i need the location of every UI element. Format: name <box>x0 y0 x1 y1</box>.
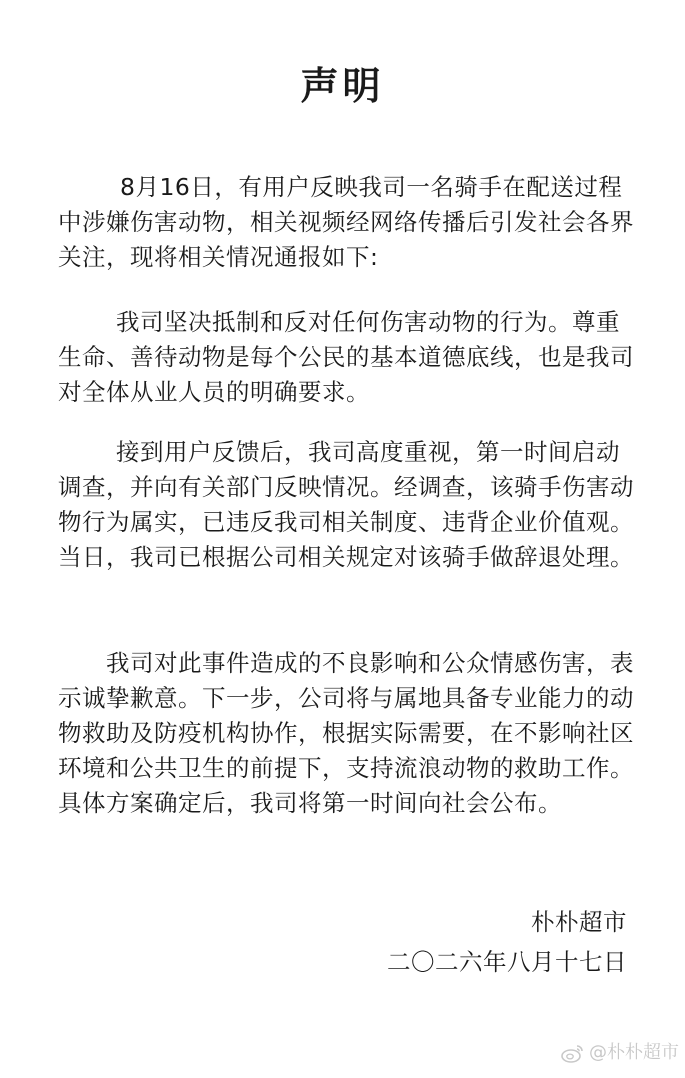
weibo-icon <box>561 1043 585 1063</box>
document-title: 声明 <box>300 64 385 108</box>
signature-date: 二〇二六年八月十七日 <box>387 948 627 976</box>
paragraph-1: 8月16日，有用户反映我司一名骑手在配送过程中涉嫌伤害动物，相关视频经网络传播后引发社会各界关注，现将相关情况通报如下: <box>58 173 634 271</box>
weibo-watermark <box>561 1042 679 1064</box>
paragraph-3: 接到用户反馈后，我司高度重视，第一时间启动调查，并向有关部门反映情况。经调查，该骑手伤害动物行为属实，已违反我司相关制度、违背企业价值观。当日，我司已根据公司相关规定对该骑手做辞退处理。 <box>58 438 634 571</box>
paragraph-2: 我司坚决抵制和反对任何伤害动物的行为。尊重生命、善待动物是每个公民的基本道德底线，也是我司对全体从业人员的明确要求。 <box>58 308 634 406</box>
paragraph-4: 我司对此事件造成的不良影响和公众情感伤害，表示诚挚歉意。下一步，公司将与属地具备专业能力的动物救助及防疫机构协作，根据实际需要，在不影响社区环境和公共卫生的前提下，支持流浪动物的救助工作。具体方案确定后，我司将第一时间向社会公布。 <box>58 649 634 817</box>
watermark-text: @朴朴超市 <box>589 1042 679 1063</box>
signature-company: 朴朴超市 <box>531 908 627 936</box>
